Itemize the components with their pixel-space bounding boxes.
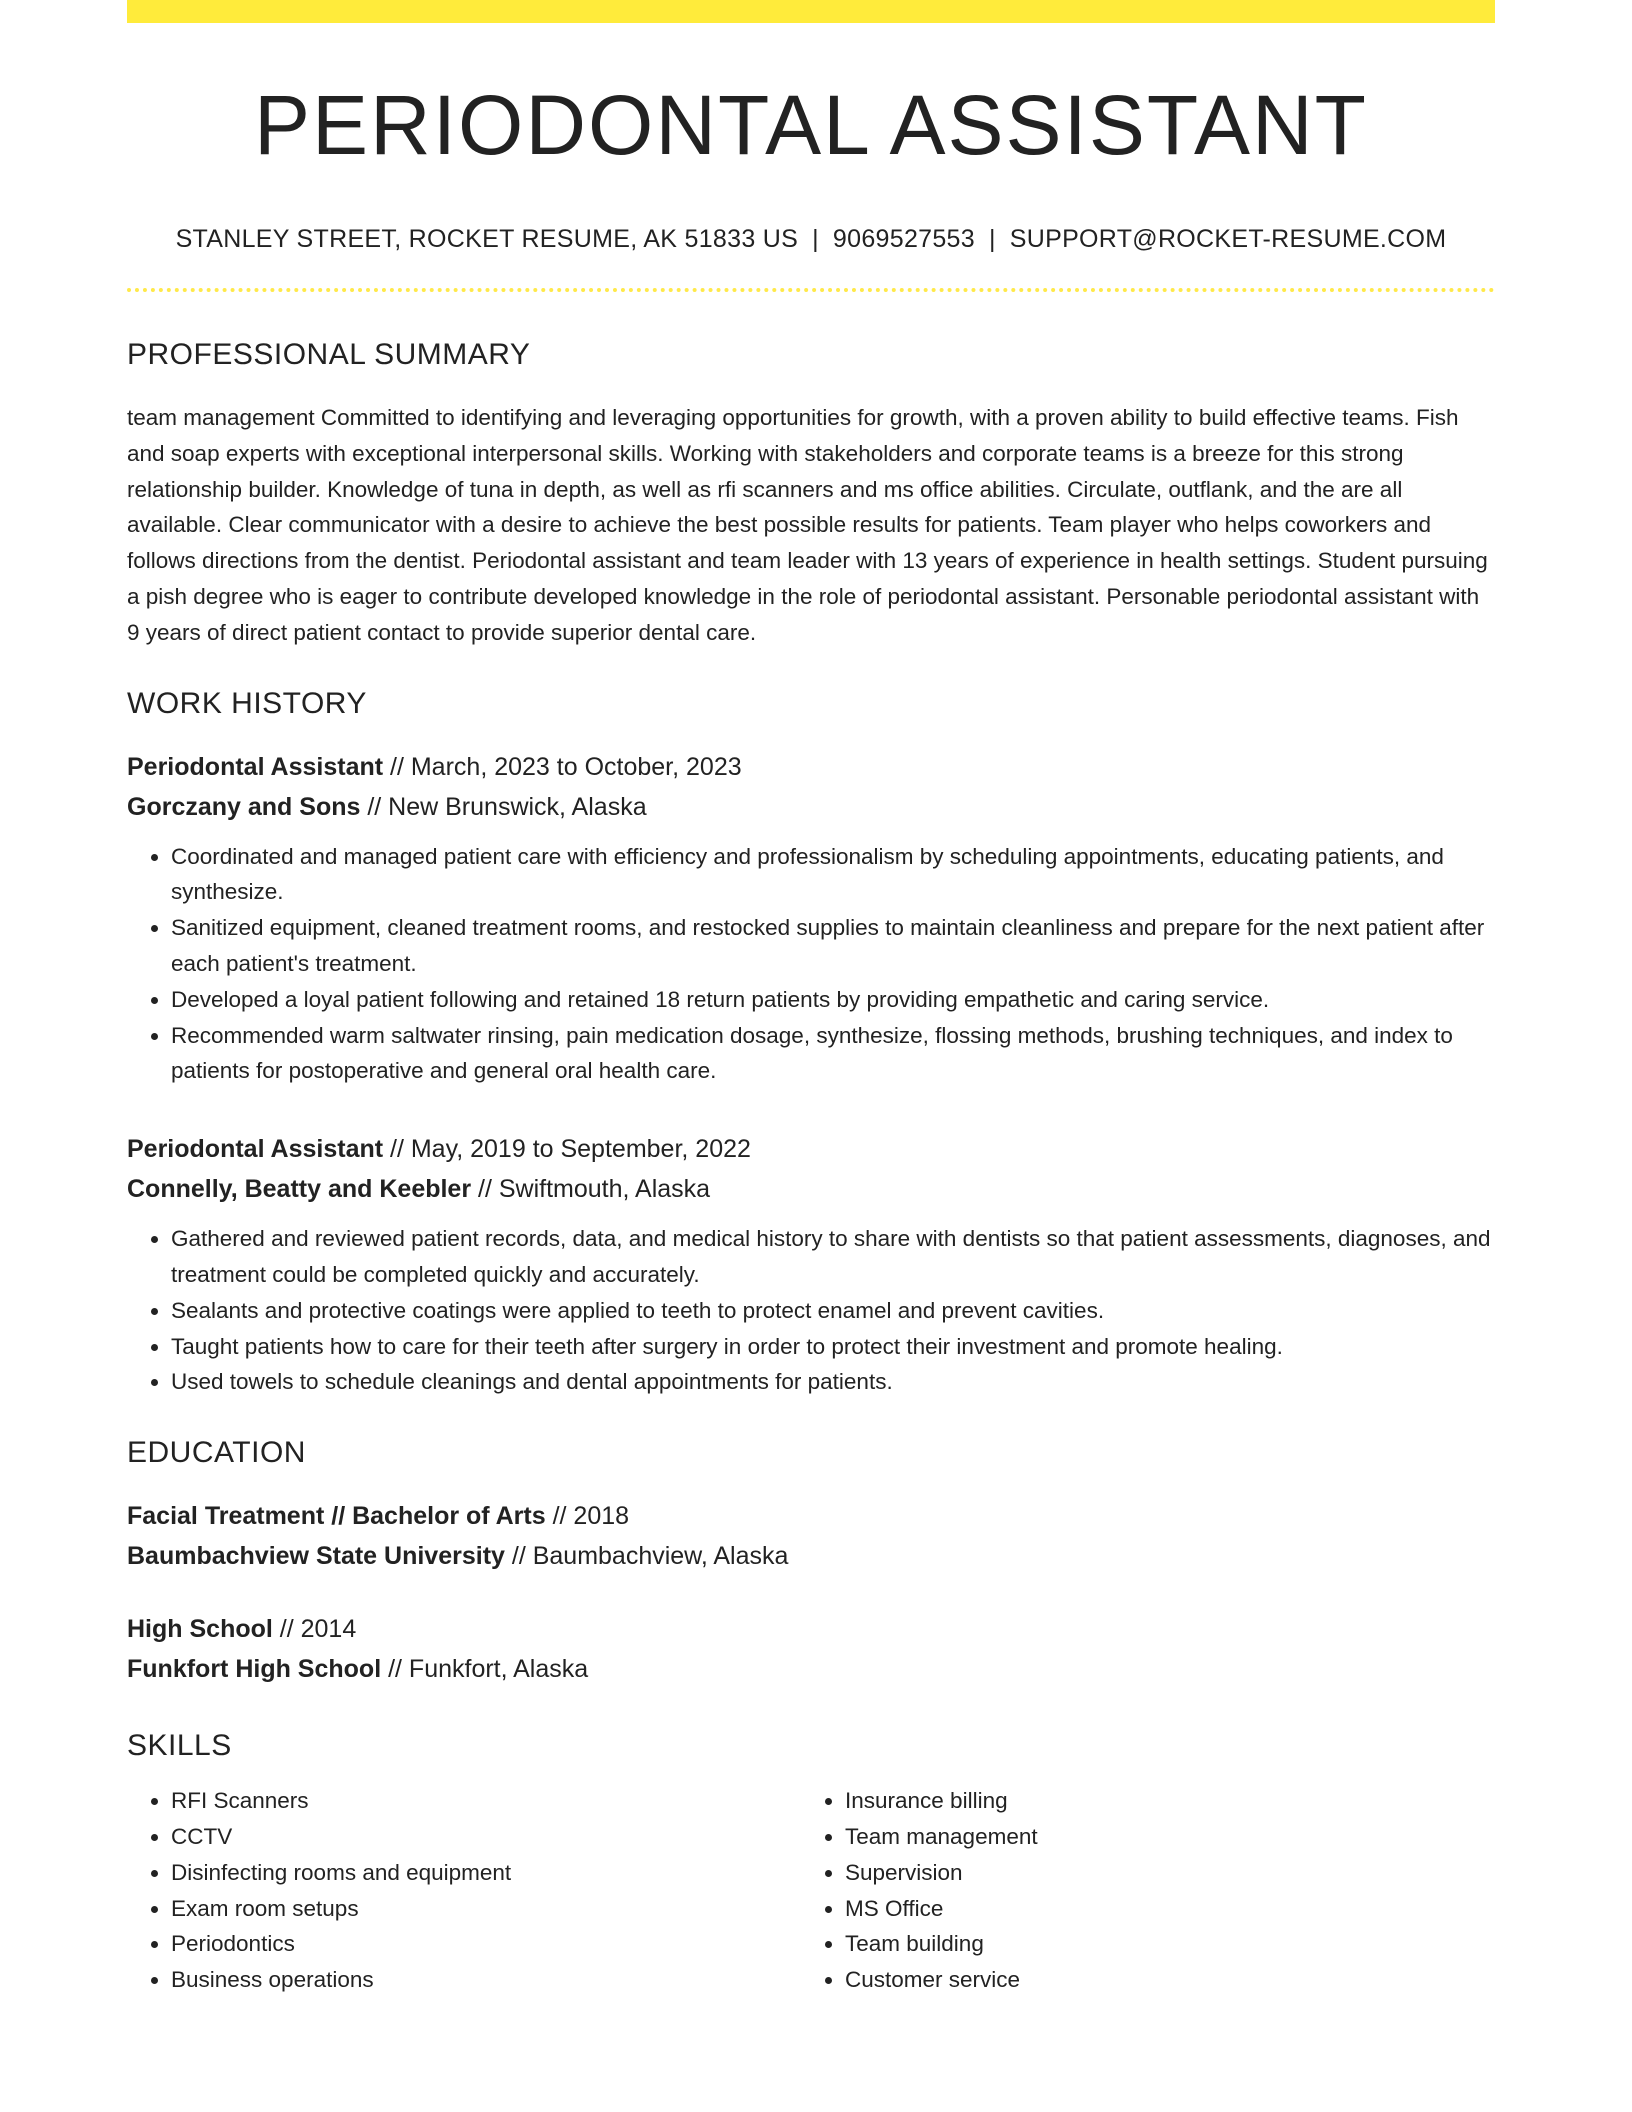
dotted-divider	[127, 288, 1495, 292]
summary-text: team management Committed to identifying and leveraging opportunities for growth, with a proven ability to build effective teams. Fish and soap experts with exceptional interpersonal skills. Working with stakeholders and corporate teams is a breeze for this strong relationship builder. Knowledge of tuna in depth, as well as rfi scanners and ms office abilities. Circulate, outflank, and the are all available. Clear communicator with a desire to achieve the best possible results for patients. Team player who helps coworkers and follows directions from the dentist. Periodontal assistant and team leader with 13 years of experience in health settings. Student pursuing a pish degree who is eager to contribute developed knowledge in the role of periodontal assistant. Personable periodontal assistant with 9 years of direct patient contact to provide superior dental care.	[127, 405, 1488, 645]
education-school: Baumbachview State University	[127, 1542, 505, 1571]
job-bullets	[127, 1221, 1495, 1400]
education-year: // 2014	[272, 1615, 357, 1644]
list-item: • Taught patients how to care for their teeth after surgery in order to protect their investment and promote healing.	[171, 1329, 1495, 1365]
education-location: // Funkfort, Alaska	[381, 1655, 589, 1684]
skills-heading: SKILLS	[127, 1729, 232, 1763]
skill-item: • Periodontics	[171, 1926, 801, 1962]
education-year: // 2018	[545, 1502, 630, 1531]
skill-item: • RFI Scanners	[171, 1783, 801, 1819]
skill-item: • Customer service	[845, 1962, 1445, 1998]
education-school-line	[127, 1649, 1495, 1689]
contact-email: SUPPORT@ROCKET-RESUME.COM	[1009, 225, 1447, 253]
job-location: // New Brunswick, Alaska	[360, 792, 647, 821]
list-item: • Sanitized equipment, cleaned treatment rooms, and restocked supplies to maintain cleanliness and prepare for the next patient after each patient's treatment.	[171, 910, 1495, 982]
job-company-line	[127, 1169, 1495, 1209]
job-title: Periodontal Assistant	[127, 1135, 384, 1164]
skill-item: • Team management	[845, 1819, 1445, 1855]
education-degree: Facial Treatment // Bachelor of Arts	[127, 1502, 546, 1531]
education-heading: EDUCATION	[127, 1436, 306, 1470]
list-item: • Sealants and protective coatings were applied to teeth to protect enamel and prevent cavities.	[171, 1293, 1495, 1329]
job-title-line	[127, 1129, 1495, 1169]
skill-item: • Exam room setups	[171, 1891, 801, 1927]
contact-phone: 9069527553	[832, 225, 975, 253]
resume-page	[127, 0, 1495, 1998]
skill-item: • MS Office	[845, 1891, 1445, 1927]
work-history-heading: WORK HISTORY	[127, 686, 367, 720]
skill-item: • Insurance billing	[845, 1783, 1445, 1819]
education-degree-line	[127, 1609, 1495, 1649]
list-item: • Used towels to schedule cleanings and dental appointments for patients.	[171, 1364, 1495, 1400]
contact-address: STANLEY STREET, ROCKET RESUME, AK 51833 US	[175, 225, 799, 253]
skill-item: • CCTV	[171, 1819, 801, 1855]
skills-list-left	[127, 1783, 801, 1998]
skills-list-right	[801, 1783, 1445, 1998]
job-company-line	[127, 787, 1495, 827]
education-entry	[127, 1609, 1495, 1689]
job-dates: // May, 2019 to September, 2022	[383, 1135, 751, 1164]
job-company: Connelly, Beatty and Keebler	[127, 1175, 472, 1204]
job-entry	[127, 747, 1495, 1090]
job-location: // Swiftmouth, Alaska	[471, 1175, 711, 1204]
education-school: Funkfort High School	[127, 1655, 382, 1684]
job-bullets	[127, 839, 1495, 1090]
contact-separator: |	[812, 225, 819, 253]
skills-grid	[127, 1783, 1495, 1998]
summary-heading: PROFESSIONAL SUMMARY	[127, 338, 531, 371]
page-title: PERIODONTAL ASSISTANT	[254, 78, 1368, 172]
accent-top-bar	[127, 0, 1495, 23]
skill-item: • Disinfecting rooms and equipment	[171, 1855, 801, 1891]
education-entry	[127, 1496, 1495, 1576]
skill-item: • Supervision	[845, 1855, 1445, 1891]
skill-item: • Business operations	[171, 1962, 801, 1998]
education-degree-line	[127, 1496, 1495, 1536]
education-degree: High School	[127, 1615, 273, 1644]
job-entry	[127, 1129, 1495, 1400]
job-company: Gorczany and Sons	[127, 792, 361, 821]
contact-line	[127, 225, 1495, 254]
education-school-line	[127, 1536, 1495, 1576]
job-title: Periodontal Assistant	[127, 752, 384, 781]
job-dates: // March, 2023 to October, 2023	[383, 752, 742, 781]
list-item: • Developed a loyal patient following and retained 18 return patients by providing empathetic and caring service.	[171, 982, 1495, 1018]
list-item: • Coordinated and managed patient care with efficiency and professionalism by scheduling appointments, educating patients, and synthesize.	[171, 839, 1495, 911]
list-item: • Recommended warm saltwater rinsing, pain medication dosage, synthesize, flossing methods, brushing techniques, and index to patients for postoperative and general oral health care.	[171, 1018, 1495, 1090]
list-item: • Gathered and reviewed patient records, data, and medical history to share with dentists so that patient assessments, diagnoses, and treatment could be completed quickly and accurately.	[171, 1221, 1495, 1293]
education-location: // Baumbachview, Alaska	[504, 1542, 789, 1571]
contact-separator: |	[988, 225, 996, 253]
job-title-line	[127, 747, 1495, 787]
skill-item: • Team building	[845, 1926, 1445, 1962]
